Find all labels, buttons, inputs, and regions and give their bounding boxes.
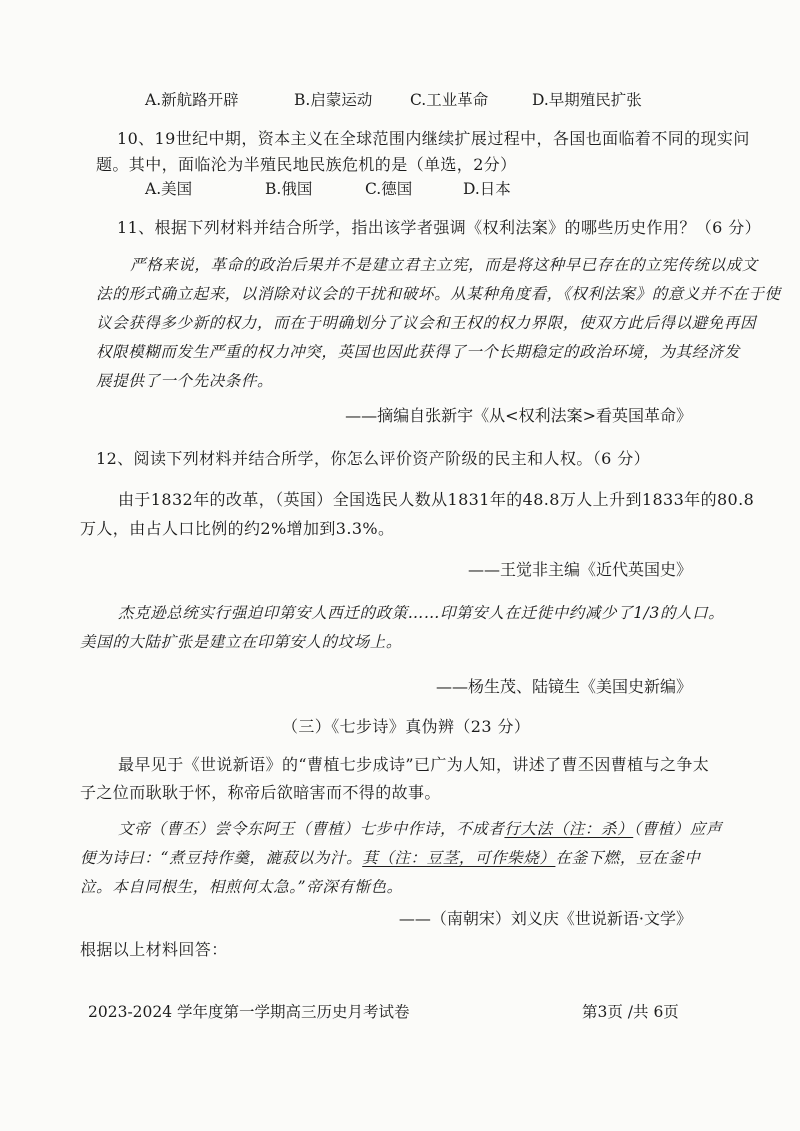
q11-material-line: 法的形式确立起来，以消除对议会的干扰和破坏。从某种角度看，《权利法案》的意义并不在于使 [96,285,781,303]
q12-source2: ——杨生茂、陆镜生《美国史新编》 [435,677,692,696]
q12-material2-line: 美国的大陆扩张是建立在印第安人的坟场上。 [80,633,403,651]
q11-material-line: 议会获得多少新的权力，而在于明确划分了议会和王权的权力界限，使双方此后得以避免再因 [96,314,757,332]
footer-page-info: 第3页 /共 6页 [582,1003,679,1021]
q11-source: ——摘编自张新宇《从<权利法案>看英国革命》 [345,406,692,425]
section3-intro-line: 最早见于《世说新语》的“曹植七步成诗”已广为人知，讲述了曹丕因曹植与之争太 [118,755,710,774]
q11-material-line: 严格来说，革命的政治后果并不是建立君主立宪，而是将这种早已存在的立宪传统以成文 [130,256,758,274]
q10-option-d: D.日本 [463,180,511,198]
q10-option-c: C.德国 [365,180,413,198]
material-text: 在釜下燃，豆在釜中 [555,849,701,867]
material-text: （曹植）应声 [633,820,723,838]
q11-material-line: 权限模糊而发生严重的权力冲突，英国也因此获得了一个长期稳定的政治环境，为其经济发 [96,343,741,361]
q11-material-line: 展提供了一个先决条件。 [96,372,274,390]
q12-source1: ——王觉非主编《近代英国史》 [467,560,692,579]
q12-material2-line: 杰克逊总统实行强迫印第安人西迁的政策……印第安人在迁徙中约减少了1/3的人口。 [118,604,725,622]
q10-text-line1: 10、19世纪中期，资本主义在全球范围内继续扩展过程中，各国也面临着不同的现实问 [117,129,750,148]
option-a: A.新航路开辟 [145,91,239,109]
q10-option-a: A.美国 [145,180,193,198]
section3-prompt: 根据以上材料回答： [80,940,228,959]
q12-material1-line: 由于1832年的改革，（英国）全国选民人数从1831年的48.8万人上升到1833年的80.8 [118,490,755,509]
option-c: C.工业革命 [410,91,489,109]
section3-source: ——（南朝宋）刘义庆《世说新语·文学》 [398,909,692,928]
q10-text-line2: 题。其中，面临沦为半殖民地民族危机的是（单选，2分） [96,155,517,174]
annotated-text: 萁（注：豆茎，可作柴烧） [362,849,556,867]
material-text: 便为诗曰：“煮豆持作羹，漉菽以为汁。 [80,849,363,867]
q12-question: 12、阅读下列材料并结合所学，你怎么评价资产阶级的民主和人权。（6 分） [96,449,651,468]
section3-intro-line: 子之位而耿耿于怀，称帝后欲暗害而不得的故事。 [80,783,441,802]
q12-material1-line: 万人，由占人口比例的约2%增加到3.3%。 [80,519,395,538]
option-d: D.早期殖民扩张 [532,91,642,109]
section3-material-line2 [80,846,700,868]
material-text: 文帝（曹丕）尝令东阿王（曹植）七步中作诗，不成者 [118,820,505,838]
q11-question: 11、根据下列材料并结合所学，指出该学者强调《权利法案》的哪些历史作用？（6 分） [117,218,762,237]
annotated-text: 行大法（注：杀） [504,820,634,838]
q10-option-b: B.俄国 [265,180,313,198]
section3-material-line3: 泣。本自同根生，相煎何太急。”帝深有惭色。 [80,878,403,896]
section3-title: （三）《七步诗》真伪辨（23 分） [282,717,531,736]
footer-exam-title: 2023-2024 学年度第一学期高三历史月考试卷 [88,1003,410,1021]
section3-material-line1 [118,817,722,839]
option-b: B.启蒙运动 [294,91,373,109]
